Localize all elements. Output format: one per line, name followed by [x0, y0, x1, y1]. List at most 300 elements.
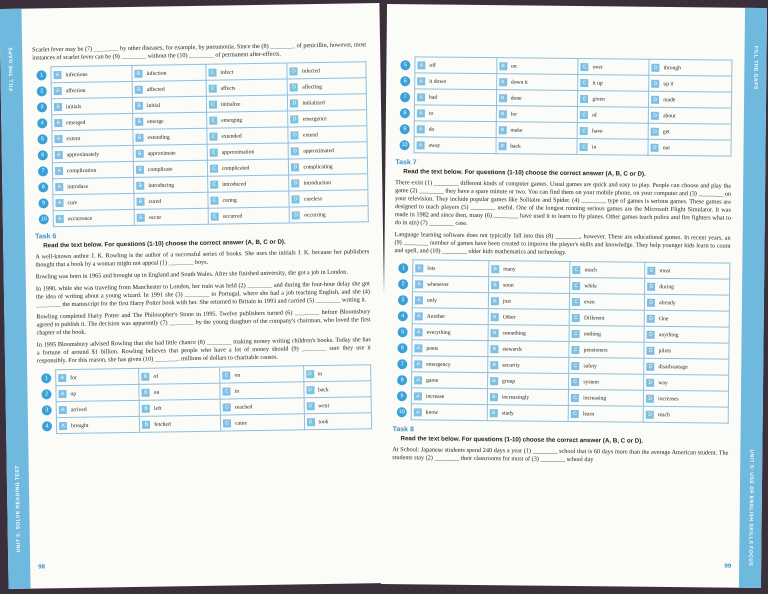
option-text: occur	[148, 214, 162, 221]
option-letter: A	[417, 77, 425, 85]
option-d[interactable]	[649, 59, 732, 76]
option-text: increases	[658, 395, 679, 402]
option-c[interactable]	[220, 382, 303, 399]
option-letter: A	[417, 109, 425, 117]
option-text: most	[659, 267, 671, 274]
question-number: 5	[37, 134, 47, 144]
option-d[interactable]	[287, 62, 366, 79]
option-text: up it	[663, 80, 674, 87]
option-letter: C	[209, 100, 217, 108]
option-d[interactable]	[304, 397, 372, 414]
option-text: initial	[146, 102, 161, 109]
task-paragraph: Rowling was born in 1965 and brought up in England and South Wales. After she finished university, she got a job in London.	[35, 268, 348, 281]
option-c[interactable]	[578, 75, 649, 92]
option-d[interactable]	[289, 142, 368, 159]
option-text: whenever	[427, 281, 449, 288]
option-letter: D	[651, 111, 659, 119]
option-text: security	[502, 362, 520, 369]
option-text: emerge	[147, 118, 164, 125]
option-text: safety	[583, 362, 597, 370]
option-text: infected	[301, 67, 321, 75]
option-letter: D	[306, 402, 314, 410]
option-text: cureless	[303, 195, 323, 203]
option-c[interactable]	[207, 127, 289, 144]
option-text: initialize	[220, 101, 241, 108]
option-a[interactable]	[414, 89, 496, 106]
option-text: learn	[582, 410, 595, 417]
option-letter: A	[417, 61, 425, 69]
option-c[interactable]	[206, 79, 288, 96]
option-b[interactable]	[488, 293, 569, 310]
option-letter: B	[142, 388, 150, 396]
option-text: affects	[220, 85, 236, 92]
page-number: 98	[38, 564, 45, 571]
option-text: complicated	[221, 164, 250, 172]
question-number: 8	[38, 182, 48, 192]
option-b[interactable]	[496, 90, 578, 107]
option-text: initialized	[302, 99, 325, 107]
option-letter: D	[291, 147, 299, 155]
option-letter: A	[53, 71, 61, 79]
option-letter: A	[59, 406, 67, 414]
option-a[interactable]	[56, 400, 140, 417]
option-letter: C	[208, 68, 216, 76]
option-c[interactable]	[577, 123, 648, 140]
option-a[interactable]	[51, 97, 132, 114]
option-c[interactable]	[208, 207, 290, 224]
task-paragraph: A well-known author J. K. Rowling is the author of a successful series of books. She uses the initials J. K. because her publishers thought that a book by a woman might not appeal (1) ________ boys.	[35, 248, 370, 269]
option-b[interactable]	[139, 383, 220, 400]
option-letter: A	[54, 135, 62, 143]
option-c[interactable]	[569, 325, 644, 342]
option-b[interactable]	[496, 122, 578, 139]
option-letter: C	[580, 95, 588, 103]
option-b[interactable]	[487, 373, 568, 390]
option-letter: B	[141, 372, 149, 380]
option-d[interactable]	[644, 310, 729, 327]
left-side-strip	[0, 9, 31, 589]
option-letter: A	[55, 183, 63, 191]
option-text: Different	[583, 314, 605, 322]
option-text: for	[70, 374, 77, 381]
option-text: on	[234, 372, 241, 379]
option-text: brought	[70, 422, 89, 429]
option-letter: C	[209, 132, 217, 140]
option-letter: B	[491, 329, 499, 337]
option-letter: B	[142, 420, 150, 428]
option-a[interactable]	[56, 384, 140, 401]
option-letter: D	[306, 418, 314, 426]
right-strip-bottom-text: UNIT 5: USE OF ENGLISH SKILLS FOCUS	[747, 449, 755, 567]
option-a[interactable]	[412, 356, 488, 373]
question-number: 4	[37, 118, 47, 128]
option-letter: D	[291, 163, 299, 171]
option-letter: B	[134, 69, 142, 77]
option-a[interactable]	[52, 161, 133, 178]
option-a[interactable]	[411, 388, 487, 405]
option-letter: C	[571, 361, 579, 369]
option-c[interactable]	[578, 59, 649, 76]
option-letter: B	[491, 297, 499, 305]
option-b[interactable]	[487, 389, 568, 406]
option-text: emergence	[302, 115, 327, 123]
option-letter: C	[572, 297, 580, 305]
option-d[interactable]	[290, 206, 369, 223]
task-paragraph: In 1995 Bloomsbury advised Rowling that she had little chance (8) ________ making money writing children's books. Today she has a fortune of around $1 billion. Rowling believes that people who have a lot of money should (9) ________ sure they use it responsibly. For this reason, she has given (10) ________ millions of dollars to charitable causes.	[36, 336, 371, 365]
option-d[interactable]	[303, 365, 371, 382]
option-letter: B	[490, 377, 498, 385]
option-c[interactable]	[206, 95, 288, 112]
option-letter: B	[499, 94, 507, 102]
option-letter: D	[647, 330, 655, 338]
option-d[interactable]	[304, 413, 372, 430]
option-b[interactable]	[133, 128, 207, 145]
option-text: extent	[66, 135, 81, 142]
option-c[interactable]	[221, 414, 304, 431]
option-letter: C	[581, 79, 589, 87]
option-b[interactable]	[132, 80, 206, 97]
option-text: teach	[657, 411, 670, 418]
option-letter: B	[135, 133, 143, 141]
option-b[interactable]	[140, 415, 221, 432]
option-text: curing	[222, 197, 237, 204]
option-text: something	[502, 330, 526, 337]
option-letter: C	[209, 116, 217, 124]
option-letter: B	[135, 117, 143, 125]
option-b[interactable]	[133, 112, 207, 129]
option-b[interactable]	[134, 208, 208, 225]
option-text: fetched	[154, 421, 171, 428]
option-d[interactable]	[645, 294, 730, 311]
option-a[interactable]	[414, 105, 496, 122]
option-c[interactable]	[569, 341, 644, 358]
option-letter: A	[415, 280, 423, 288]
option-letter: B	[136, 149, 144, 157]
option-letter: B	[499, 110, 507, 118]
option-letter: A	[58, 390, 66, 398]
option-a[interactable]	[412, 372, 488, 389]
option-d[interactable]	[303, 381, 371, 398]
option-a[interactable]	[412, 340, 488, 357]
option-text: complication	[66, 167, 97, 174]
option-b[interactable]	[487, 405, 568, 422]
option-text: given	[592, 95, 605, 103]
option-text: get	[662, 128, 670, 135]
option-row	[395, 137, 731, 157]
option-a[interactable]	[52, 145, 133, 162]
option-b[interactable]	[488, 357, 569, 374]
option-c[interactable]	[220, 366, 303, 383]
option-d[interactable]	[288, 94, 367, 111]
option-d[interactable]	[289, 190, 368, 207]
option-d[interactable]	[649, 75, 732, 92]
option-text: out	[662, 144, 670, 151]
question-number: 4	[42, 421, 52, 431]
option-text: stewards	[502, 346, 523, 353]
option-letter: A	[417, 125, 425, 133]
option-b[interactable]	[488, 277, 569, 294]
options-table	[32, 61, 368, 227]
option-text: increasing	[583, 394, 607, 402]
option-b[interactable]	[133, 144, 207, 161]
option-letter: C	[571, 377, 579, 385]
option-letter: A	[58, 374, 66, 382]
option-letter: C	[210, 196, 218, 204]
option-letter: A	[414, 392, 422, 400]
option-text: for	[510, 111, 518, 118]
option-a[interactable]	[56, 368, 140, 385]
option-a[interactable]	[414, 137, 496, 154]
option-b[interactable]	[134, 192, 208, 209]
option-c[interactable]	[577, 139, 648, 156]
option-d[interactable]	[644, 342, 729, 359]
option-d[interactable]	[288, 126, 367, 143]
option-a[interactable]	[412, 324, 488, 341]
option-letter: D	[306, 370, 314, 378]
option-d[interactable]	[644, 374, 729, 391]
option-letter: B	[491, 281, 499, 289]
option-b[interactable]	[133, 160, 207, 177]
option-b[interactable]	[139, 399, 220, 416]
option-b[interactable]	[488, 325, 569, 342]
option-a[interactable]	[413, 276, 489, 293]
option-text: extended	[221, 133, 242, 140]
option-d[interactable]	[644, 326, 729, 343]
option-d[interactable]	[288, 110, 367, 127]
option-text: of	[153, 373, 159, 380]
option-letter: C	[572, 265, 580, 273]
option-text: it down	[429, 78, 447, 85]
option-d[interactable]	[289, 158, 368, 175]
option-letter: D	[647, 298, 655, 306]
option-c[interactable]	[207, 143, 289, 160]
option-c[interactable]	[208, 175, 290, 192]
left-content	[32, 41, 372, 438]
option-a[interactable]	[414, 121, 496, 138]
option-text: about	[663, 112, 676, 119]
option-c[interactable]	[570, 293, 645, 310]
right-page	[381, 4, 767, 588]
option-letter: D	[647, 314, 655, 322]
option-text: back	[317, 386, 329, 393]
option-a[interactable]	[415, 73, 497, 90]
option-letter: D	[646, 394, 654, 402]
option-text: in	[591, 143, 597, 151]
option-b[interactable]	[496, 106, 578, 123]
option-text: pilots	[658, 347, 672, 354]
option-text: affection	[65, 87, 86, 94]
option-letter: D	[647, 282, 655, 290]
option-letter: A	[415, 312, 423, 320]
option-b[interactable]	[488, 309, 569, 326]
option-text: increasingly	[501, 394, 530, 401]
task-paragraph: Language learning software does not typically fall into this (8) ________, however. These are educational games. In recent years, an (9) ________ number of games have been created to improve the player's skills and knowledge. They help younger kids learn to count and spell, and (10) ________ older kids mathematics and technology.	[394, 231, 731, 256]
question-number: 7	[400, 92, 410, 102]
option-text: infect	[220, 69, 234, 76]
option-letter: B	[498, 126, 506, 134]
option-a[interactable]	[52, 129, 133, 146]
left-strip-top-text: FILL THE GAPS	[8, 46, 15, 91]
option-letter: C	[581, 63, 589, 71]
option-letter: C	[209, 84, 217, 92]
option-text: approximately	[66, 151, 100, 158]
option-b[interactable]	[132, 64, 206, 81]
option-d[interactable]	[649, 91, 732, 108]
option-c[interactable]	[206, 63, 288, 80]
option-a[interactable]	[52, 113, 133, 130]
option-text: game	[426, 377, 439, 384]
option-text: to	[428, 110, 434, 117]
option-text: went	[318, 402, 330, 409]
option-d[interactable]	[648, 139, 731, 156]
question-number: 2	[37, 86, 47, 96]
option-c[interactable]	[570, 261, 645, 278]
option-a[interactable]	[413, 260, 489, 277]
question-number: 1	[41, 373, 51, 383]
option-c[interactable]	[569, 389, 644, 406]
option-d[interactable]	[644, 358, 729, 375]
option-a[interactable]	[412, 292, 488, 309]
option-a[interactable]	[51, 65, 132, 82]
options-table	[393, 259, 731, 424]
task-title: Task 6	[34, 233, 57, 241]
option-letter: C	[572, 329, 580, 337]
question-number: 7	[38, 166, 48, 176]
option-a[interactable]	[53, 209, 134, 226]
option-a[interactable]	[51, 81, 132, 98]
option-letter: B	[499, 78, 507, 86]
right-content	[392, 52, 732, 469]
task-paragraph: Rowling completed Harry Potter and The Philosopher's Stone in 1995. Twelve publishers turned (6) ________ before Bloomsbury agreed to publish it. The decision was apparently (7) ________ by the young daughter of the company's chairman, who loved the first chapter of the book.	[36, 308, 371, 337]
option-b[interactable]	[139, 367, 220, 384]
question-number: 10	[400, 140, 410, 150]
option-c[interactable]	[207, 111, 289, 128]
option-letter: D	[651, 95, 659, 103]
option-a[interactable]	[56, 416, 140, 433]
task-instruction: Read the text below. For questions (1-10) choose the correct answer (A, B, C or D).	[403, 168, 646, 178]
option-text: know	[425, 409, 439, 416]
option-letter: D	[646, 410, 654, 418]
option-letter: C	[571, 393, 579, 401]
option-letter: D	[291, 131, 299, 139]
intro-paragraph: Scarlet fever may be (7) ________ by other diseases, for example, by pneumonia. Since the (8) ________ of penicillin, however, most instances of scarlet fever can be (9) ________ without the (10) ________ of permanent after-effects.	[32, 41, 367, 62]
option-letter: A	[55, 167, 63, 175]
option-text: made	[663, 96, 676, 103]
option-c[interactable]	[578, 107, 649, 124]
option-text: on	[511, 63, 517, 70]
option-letter: B	[491, 265, 499, 273]
option-letter: D	[290, 67, 298, 75]
question-number: 5	[398, 327, 408, 337]
option-c[interactable]	[570, 277, 645, 294]
option-text: done	[510, 95, 522, 102]
option-text: cured	[148, 198, 162, 205]
option-text: many	[503, 266, 516, 273]
option-text: occurred	[222, 213, 243, 220]
option-a[interactable]	[411, 404, 487, 421]
option-text: extending	[147, 134, 170, 141]
option-d[interactable]	[645, 262, 730, 279]
left-strip-bottom-text: UNIT 5: SOLVE READING TEST	[14, 465, 23, 553]
option-c[interactable]	[220, 398, 303, 415]
question-number: 2	[41, 389, 51, 399]
question-number: 5	[400, 60, 410, 70]
question-number: 10	[397, 407, 407, 417]
option-d[interactable]	[645, 278, 730, 295]
option-letter: C	[572, 281, 580, 289]
option-letter: B	[136, 197, 144, 205]
option-c[interactable]	[568, 405, 643, 422]
option-letter: B	[499, 62, 507, 70]
question-number: 7	[397, 359, 407, 369]
task-paragraph: At School: Japanese students spend 240 days a year (1) ________ school that is 60 days more than the average American student. The students stay (2) ________ their classrooms for most of (3) ________ school day	[392, 446, 729, 464]
option-b[interactable]	[132, 96, 206, 113]
option-c[interactable]	[208, 191, 290, 208]
option-b[interactable]	[134, 176, 208, 193]
option-letter: D	[651, 143, 659, 151]
option-b[interactable]	[496, 58, 578, 75]
option-text: do	[428, 126, 435, 133]
option-text: nothing	[583, 330, 601, 338]
option-letter: B	[490, 361, 498, 369]
option-text: up	[70, 390, 77, 397]
option-b[interactable]	[488, 341, 569, 358]
option-letter: B	[136, 181, 144, 189]
option-c[interactable]	[569, 309, 644, 326]
option-letter: D	[292, 179, 300, 187]
options-table	[395, 56, 732, 157]
question-number: 6	[38, 150, 48, 160]
option-d[interactable]	[648, 123, 731, 140]
option-c[interactable]	[207, 159, 289, 176]
option-text: infection	[146, 70, 167, 77]
option-letter: A	[414, 344, 422, 352]
option-a[interactable]	[415, 57, 497, 74]
option-a[interactable]	[412, 308, 488, 325]
option-letter: A	[414, 408, 422, 416]
option-d[interactable]	[643, 406, 728, 423]
option-d[interactable]	[288, 78, 367, 95]
option-c[interactable]	[578, 91, 649, 108]
option-d[interactable]	[649, 107, 732, 124]
option-c[interactable]	[569, 357, 644, 374]
option-text: it up	[592, 79, 603, 87]
option-a[interactable]	[53, 177, 134, 194]
option-letter: D	[292, 211, 300, 219]
option-text: Another	[426, 313, 446, 320]
option-a[interactable]	[53, 193, 134, 210]
option-text: emerging	[221, 117, 243, 124]
option-text: approximated	[303, 147, 335, 155]
option-b[interactable]	[496, 74, 578, 91]
option-text: took	[318, 418, 329, 425]
option-text: even	[584, 298, 595, 305]
option-letter: A	[55, 151, 63, 159]
question-number: 6	[400, 76, 410, 86]
option-letter: C	[580, 111, 588, 119]
option-letter: A	[54, 87, 62, 95]
option-b[interactable]	[489, 261, 570, 278]
option-letter: C	[222, 371, 230, 379]
option-b[interactable]	[496, 138, 578, 155]
option-c[interactable]	[569, 373, 644, 390]
option-d[interactable]	[289, 174, 368, 191]
option-letter: A	[54, 119, 62, 127]
option-letter: D	[306, 386, 314, 394]
question-number: 3	[42, 405, 52, 415]
option-d[interactable]	[644, 390, 729, 407]
option-letter: C	[580, 127, 588, 135]
